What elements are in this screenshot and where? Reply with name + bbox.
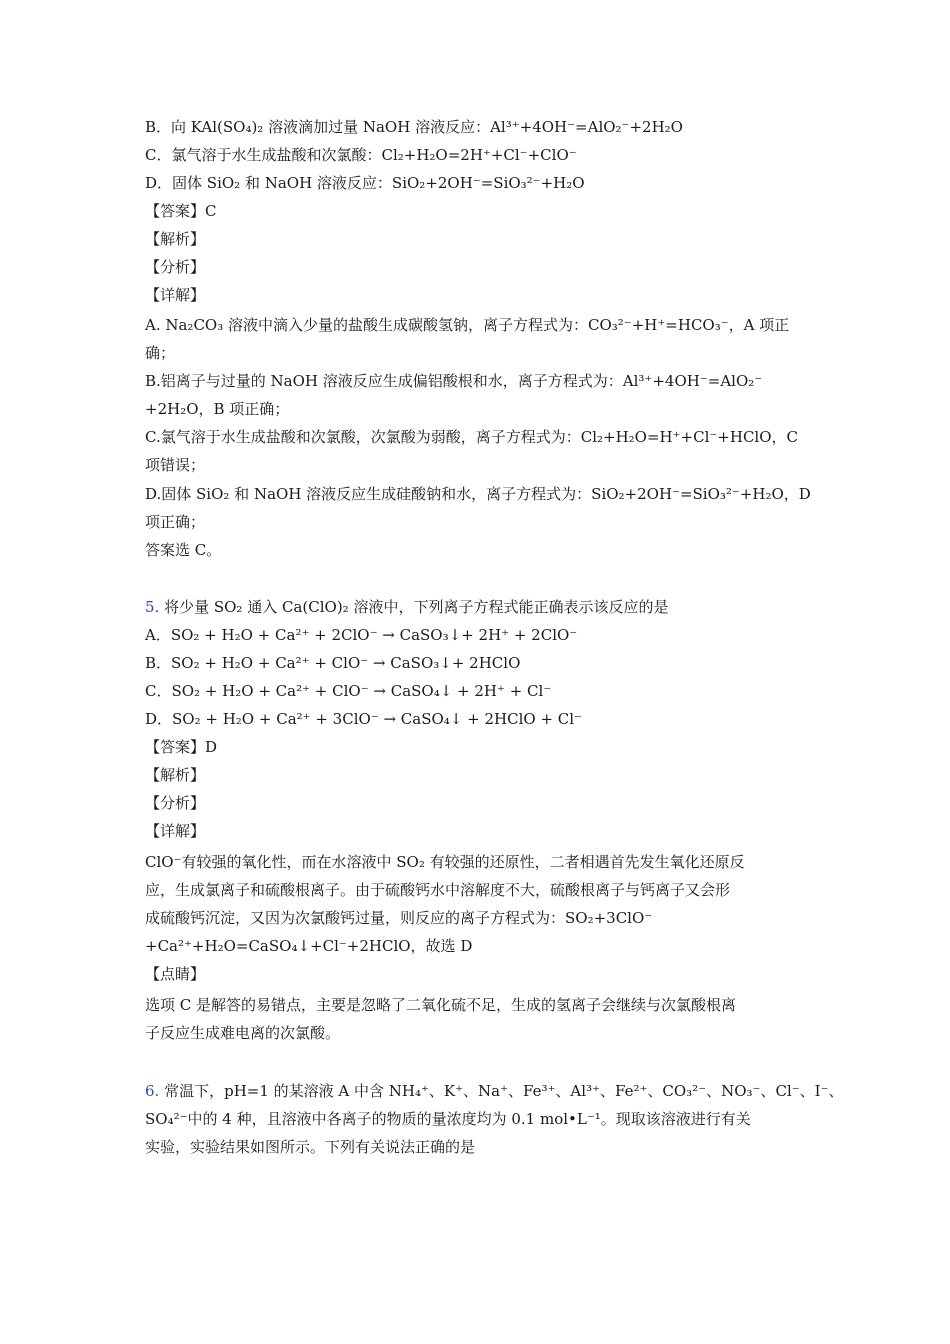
q5-option-c: C．SO₂ + H₂O + Ca²⁺ + ClO⁻ → CaSO₄↓ + 2H⁺ + Cl⁻ bbox=[145, 682, 552, 700]
q5-detail-label: 【详解】 bbox=[145, 822, 206, 840]
q4-detail-line: 项正确； bbox=[145, 513, 206, 531]
q5-fenxi-label: 【分析】 bbox=[145, 794, 206, 812]
q5-detail-line: 应，生成氯离子和硫酸根离子。由于硫酸钙水中溶解度不大，硫酸根离子与钙离子又会形 bbox=[145, 881, 731, 899]
q4-detail-line: D.固体 SiO₂ 和 NaOH 溶液反应生成硅酸钠和水，离子方程式为：SiO₂+2OH⁻=SiO₃²⁻+H₂O，D bbox=[145, 485, 811, 503]
q6-stem-1: 常温下，pH=1 的某溶液 A 中含 NH₄⁺、K⁺、Na⁺、Fe³⁺、Al³⁺、Fe²⁺、CO₃²⁻、NO₃⁻、Cl⁻、I⁻、 bbox=[164, 1082, 844, 1100]
q4-detail-line: 确； bbox=[145, 344, 176, 362]
q5-detail-line: +Ca²⁺+H₂O=CaSO₄↓+Cl⁻+2HClO，故选 D bbox=[145, 937, 473, 955]
q4-option-d: D．固体 SiO₂ 和 NaOH 溶液反应：SiO₂+2OH⁻=SiO₃²⁻+H₂O bbox=[145, 174, 585, 192]
q6-stem-line-2: SO₄²⁻中的 4 种，且溶液中各离子的物质的量浓度均为 0.1 mol•L⁻¹。现取该溶液进行有关 bbox=[145, 1110, 751, 1128]
q4-detail-line: B.铝离子与过量的 NaOH 溶液反应生成偏铝酸根和水，离子方程式为：Al³⁺+4OH⁻=AlO₂⁻ bbox=[145, 372, 763, 390]
q5-stem: 将少量 SO₂ 通入 Ca(ClO)₂ 溶液中，下列离子方程式能正确表示该反应的是 bbox=[164, 598, 669, 616]
q5-analysis-label: 【解析】 bbox=[145, 766, 206, 784]
q4-detail-line: A. Na₂CO₃ 溶液中滴入少量的盐酸生成碳酸氢钠，离子方程式为：CO₃²⁻+H⁺=HCO₃⁻，A 项正 bbox=[145, 316, 790, 334]
q6-stem-line-3: 实验，实验结果如图所示。下列有关说法正确的是 bbox=[145, 1138, 476, 1156]
q5-detail-line: 成硫酸钙沉淀，又因为次氯酸钙过量，则反应的离子方程式为：SO₂+3ClO⁻ bbox=[145, 909, 653, 927]
q5-detail-line: ClO⁻有较强的氧化性，而在水溶液中 SO₂ 有较强的还原性，二者相遇首先发生氧化还原反 bbox=[145, 853, 745, 871]
q5-tip-line: 子反应生成难电离的次氯酸。 bbox=[145, 1024, 341, 1042]
q4-detail-line: C.氯气溶于水生成盐酸和次氯酸，次氯酸为弱酸，离子方程式为：Cl₂+H₂O=H⁺+Cl⁻+HClO，C bbox=[145, 428, 798, 446]
q5-answer: 【答案】D bbox=[145, 738, 218, 756]
q5-number: 5. bbox=[145, 598, 160, 616]
q6-number: 6. bbox=[145, 1082, 160, 1100]
q6-stem-line-1 bbox=[145, 1081, 844, 1101]
q4-answer: 【答案】C bbox=[145, 202, 217, 220]
q5-option-d: D．SO₂ + H₂O + Ca²⁺ + 3ClO⁻ → CaSO₄↓ + 2HClO + Cl⁻ bbox=[145, 710, 582, 728]
q4-detail-label: 【详解】 bbox=[145, 286, 206, 304]
q4-option-c: C．氯气溶于水生成盐酸和次氯酸：Cl₂+H₂O=2H⁺+Cl⁻+ClO⁻ bbox=[145, 146, 577, 164]
q4-detail-line: +2H₂O，B 项正确； bbox=[145, 400, 290, 418]
q5-option-b: B．SO₂ + H₂O + Ca²⁺ + ClO⁻ → CaSO₃↓+ 2HClO bbox=[145, 654, 521, 672]
q4-fenxi-label: 【分析】 bbox=[145, 258, 206, 276]
q5-stem-line bbox=[145, 597, 668, 617]
q4-conclusion: 答案选 C。 bbox=[145, 541, 222, 559]
q4-detail-line: 项错误； bbox=[145, 456, 206, 474]
q5-tip-line: 选项 C 是解答的易错点，主要是忽略了二氧化硫不足，生成的氢离子会继续与次氯酸根离 bbox=[145, 996, 737, 1014]
q5-option-a: A．SO₂ + H₂O + Ca²⁺ + 2ClO⁻ → CaSO₃↓+ 2H⁺ + 2ClO⁻ bbox=[145, 626, 578, 644]
q4-option-b: B．向 KAl(SO₄)₂ 溶液滴加过量 NaOH 溶液反应：Al³⁺+4OH⁻=AlO₂⁻+2H₂O bbox=[145, 118, 683, 136]
q4-analysis-label: 【解析】 bbox=[145, 230, 206, 248]
q5-tip-label: 【点睛】 bbox=[145, 965, 206, 983]
